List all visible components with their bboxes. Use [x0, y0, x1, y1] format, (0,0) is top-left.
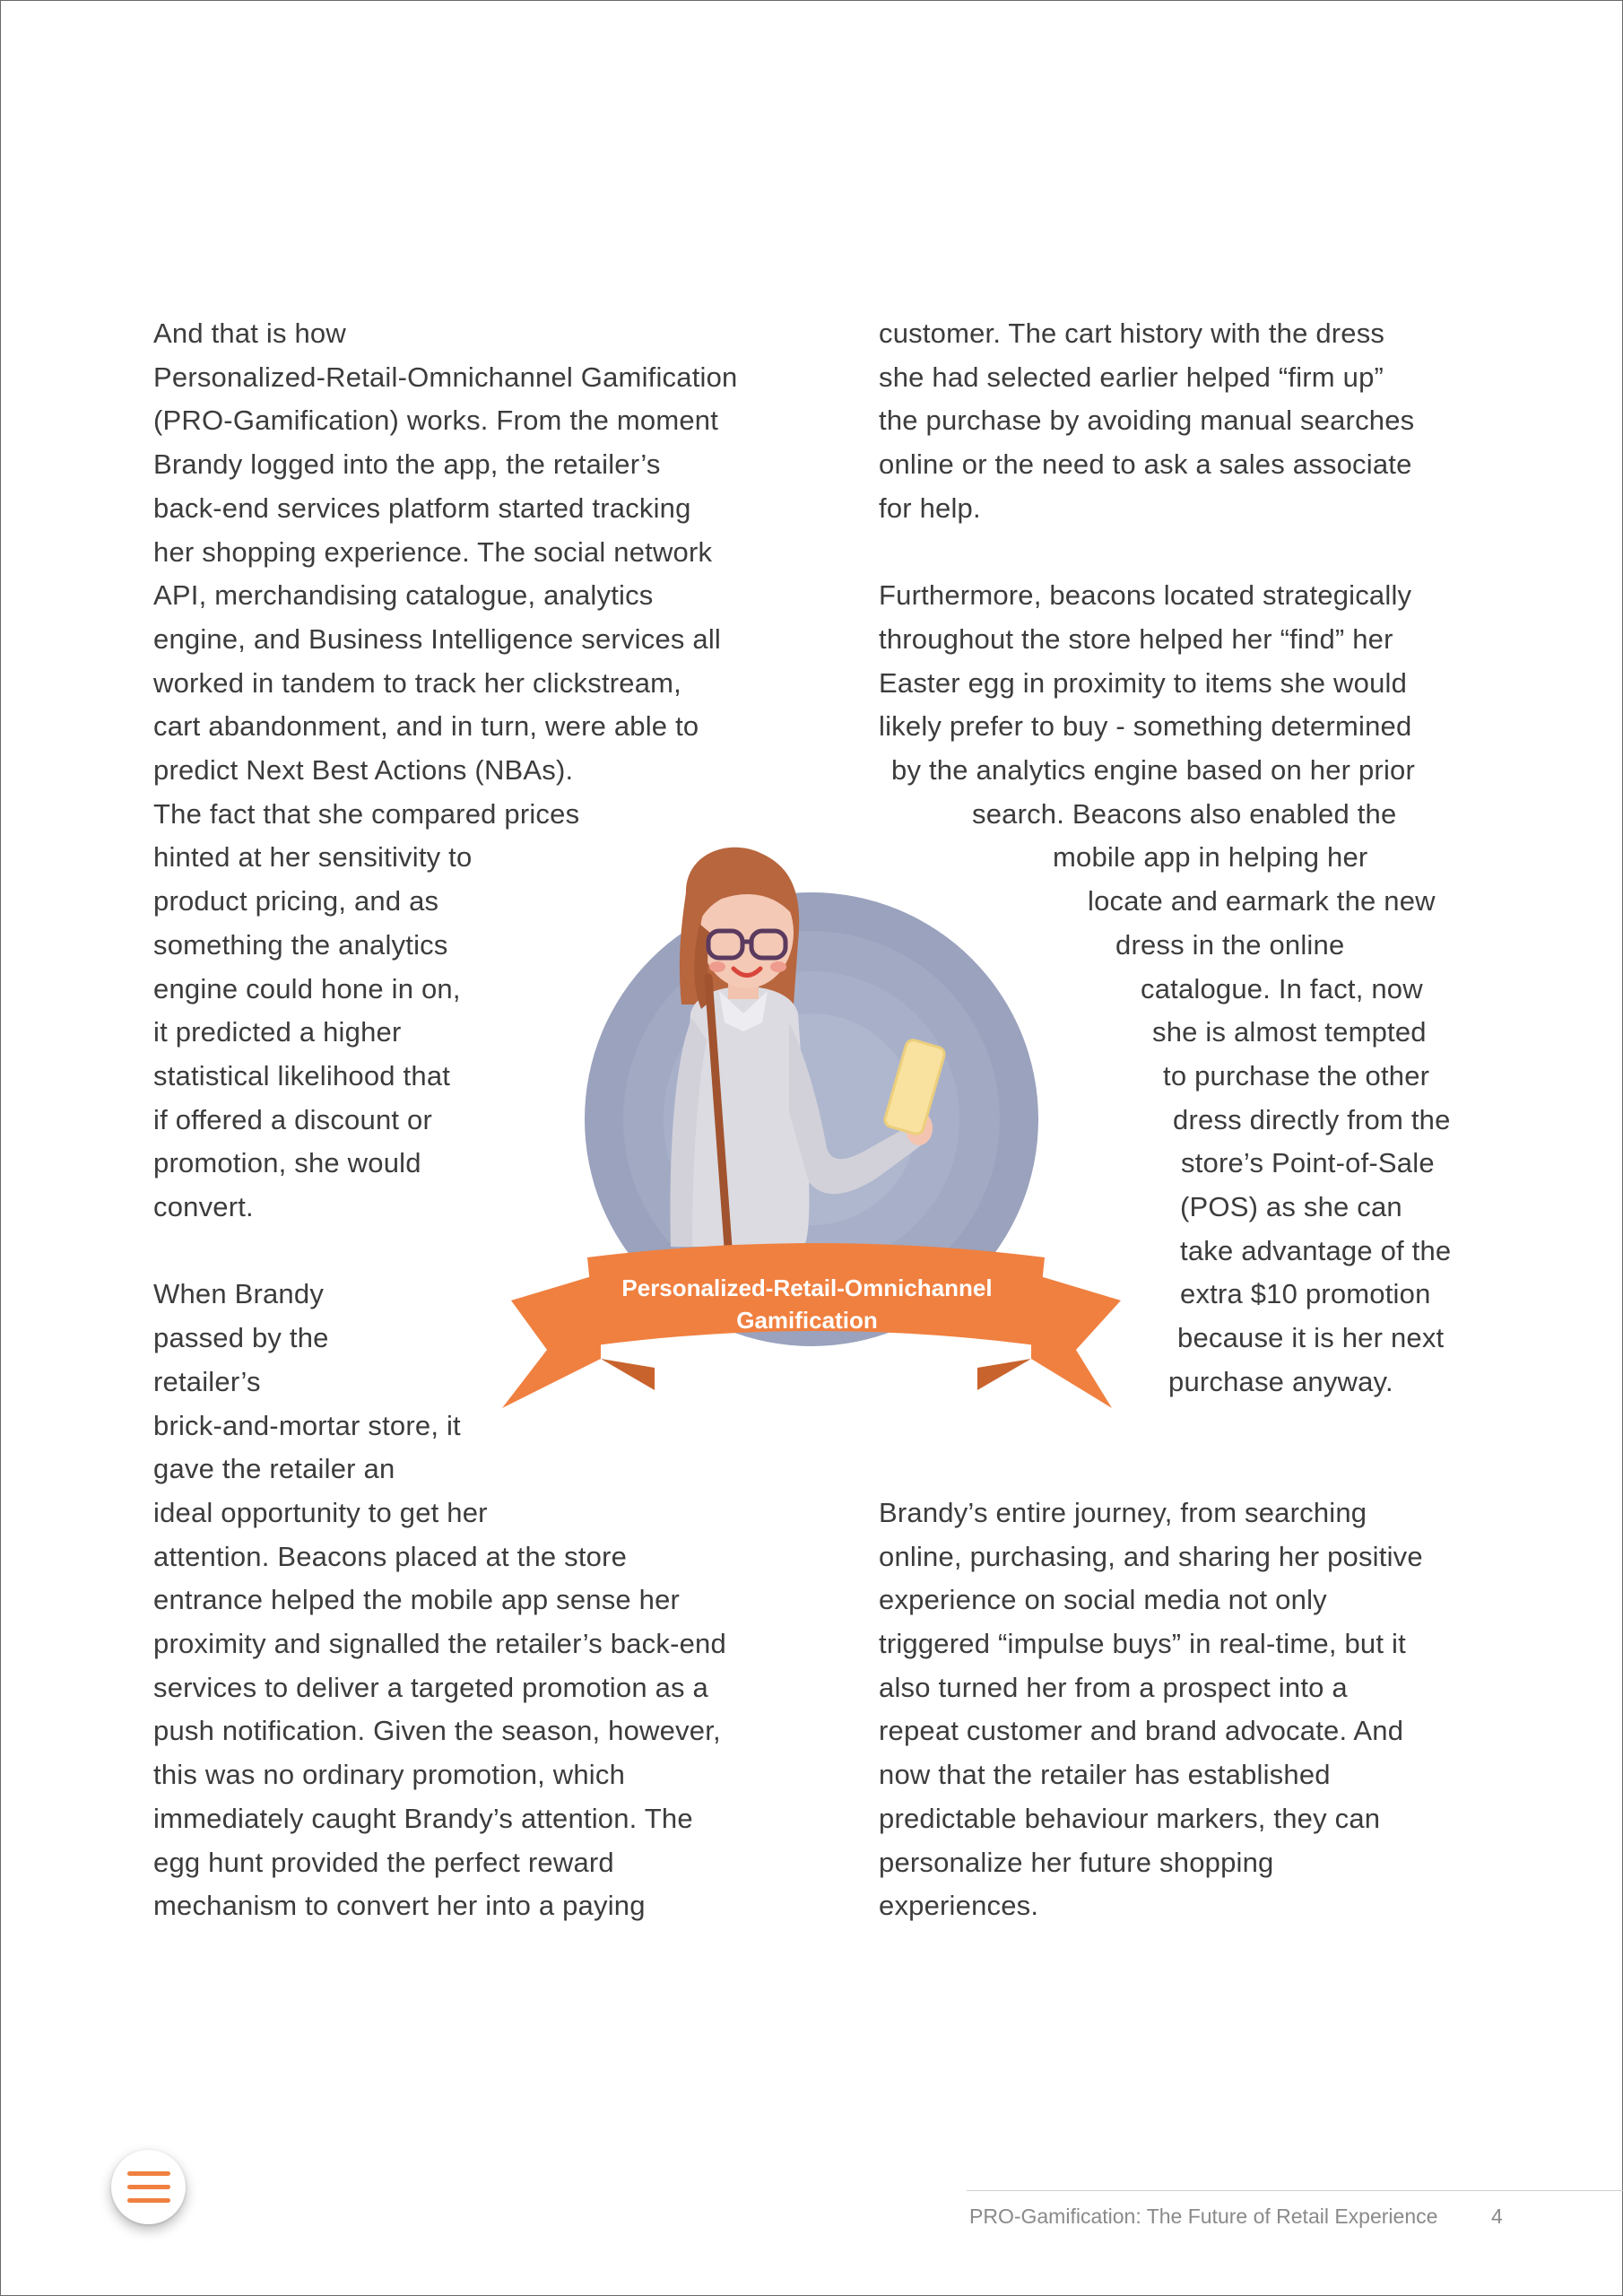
left-line: immediately caught Brandy’s attention. The — [153, 1802, 693, 1834]
right-line: mobile app in helping her — [1053, 841, 1368, 874]
right-line: take advantage of the — [1180, 1234, 1452, 1266]
left-line: proximity and signalled the retailer’s back-end — [153, 1628, 726, 1659]
left-line: promotion, she would — [153, 1147, 421, 1179]
right-line: now that the retailer has established — [879, 1759, 1331, 1791]
right-line: purchase anyway. — [1168, 1365, 1393, 1397]
left-line: product pricing, and as — [153, 885, 439, 918]
left-line: statistical likelihood that — [153, 1059, 451, 1091]
left-line: Brandy logged into the app, the retailer’s — [153, 448, 661, 481]
left-line: retailer’s — [153, 1365, 261, 1397]
page-number: 4 — [1491, 2205, 1503, 2228]
left-line: passed by the — [153, 1322, 329, 1354]
footer-title: PRO-Gamification: The Future of Retail Experience — [969, 2205, 1438, 2228]
banner-label — [574, 1272, 1040, 1336]
right-line: Easter egg in proximity to items she would — [879, 666, 1408, 699]
right-line: by the analytics engine based on her prior — [891, 754, 1415, 786]
left-line: convert. — [153, 1191, 254, 1222]
right-line: likely prefer to buy - something determined — [879, 710, 1412, 743]
hamburger-menu-icon — [127, 2171, 170, 2176]
right-line: online, purchasing, and sharing her positive — [879, 1540, 1423, 1572]
left-line: this was no ordinary promotion, which — [153, 1759, 626, 1791]
left-line: her shopping experience. The social network — [153, 535, 713, 568]
left-line: something the analytics — [153, 928, 448, 961]
right-line: repeat customer and brand advocate. And — [879, 1715, 1404, 1747]
right-line: search. Beacons also enabled the — [972, 797, 1397, 830]
left-line: hinted at her sensitivity to — [153, 841, 473, 874]
right-line: she is almost tempted — [1152, 1016, 1427, 1048]
left-line: gave the retailer an — [153, 1453, 395, 1485]
right-line: predictable behaviour markers, they can — [879, 1802, 1381, 1834]
banner-line-1: Personalized-Retail-Omnichannel — [621, 1274, 993, 1301]
right-line: locate and earmark the new — [1088, 885, 1436, 918]
right-line: throughout the store helped her “find” her — [879, 622, 1393, 655]
left-line: back-end services platform started tracking — [153, 491, 691, 524]
left-line: mechanism to convert her into a paying — [153, 1890, 646, 1922]
left-line: API, merchandising catalogue, analytics — [153, 579, 654, 612]
right-line: Brandy’s entire journey, from searching — [879, 1496, 1367, 1528]
left-line: attention. Beacons placed at the store — [153, 1540, 628, 1572]
right-line: Furthermore, beacons located strategically — [879, 579, 1412, 612]
right-line: online or the need to ask a sales associate — [879, 448, 1412, 481]
left-line: engine could hone in on, — [153, 972, 461, 1004]
right-line: for help. — [879, 491, 981, 524]
right-line: the purchase by avoiding manual searches — [879, 404, 1415, 437]
left-line: egg hunt provided the perfect reward — [153, 1846, 614, 1878]
right-line: catalogue. In fact, now — [1141, 972, 1423, 1004]
right-line: dress in the online — [1115, 928, 1345, 961]
right-line: customer. The cart history with the dress — [879, 317, 1385, 349]
left-line: The fact that she compared prices — [153, 797, 580, 830]
right-line: to purchase the other — [1163, 1059, 1430, 1091]
left-line: if offered a discount or — [153, 1103, 432, 1135]
left-line: predict Next Best Actions (NBAs). — [153, 754, 574, 786]
left-line: When Brandy — [153, 1278, 325, 1310]
left-line: (PRO-Gamification) works. From the moment — [153, 404, 719, 437]
right-line: experience on social media not only — [879, 1584, 1327, 1616]
right-line: she had selected earlier helped “firm up” — [879, 361, 1384, 393]
right-line: store’s Point-of-Sale — [1181, 1147, 1435, 1179]
right-line: extra $10 promotion — [1180, 1278, 1431, 1310]
right-line: dress directly from the — [1173, 1103, 1451, 1135]
left-line: And that is how — [153, 317, 346, 349]
left-line: brick-and-mortar store, it — [153, 1409, 461, 1441]
left-line: entrance helped the mobile app sense her — [153, 1584, 681, 1616]
left-line: services to deliver a targeted promotion as a — [153, 1671, 708, 1703]
right-line: also turned her from a prospect into a — [879, 1671, 1348, 1703]
left-line: ideal opportunity to get her — [153, 1496, 488, 1528]
right-line: (POS) as she can — [1180, 1191, 1402, 1222]
left-line: worked in tandem to track her clickstream, — [153, 666, 681, 699]
left-line: cart abandonment, and in turn, were able to — [153, 710, 699, 743]
right-line: personalize her future shopping — [879, 1846, 1274, 1878]
left-line: push notification. Given the season, however, — [153, 1715, 721, 1747]
menu-button[interactable] — [111, 2150, 186, 2224]
left-line: Personalized-Retail-Omnichannel Gamification — [153, 361, 738, 393]
right-line: because it is her next — [1177, 1322, 1445, 1354]
footer-divider — [967, 2190, 1623, 2191]
banner-line-2: Gamification — [736, 1307, 878, 1334]
left-line: engine, and Business Intelligence services all — [153, 622, 722, 655]
right-line: experiences. — [879, 1890, 1039, 1922]
right-line: triggered “impulse buys” in real-time, but it — [879, 1628, 1406, 1659]
left-line: it predicted a higher — [153, 1016, 402, 1048]
